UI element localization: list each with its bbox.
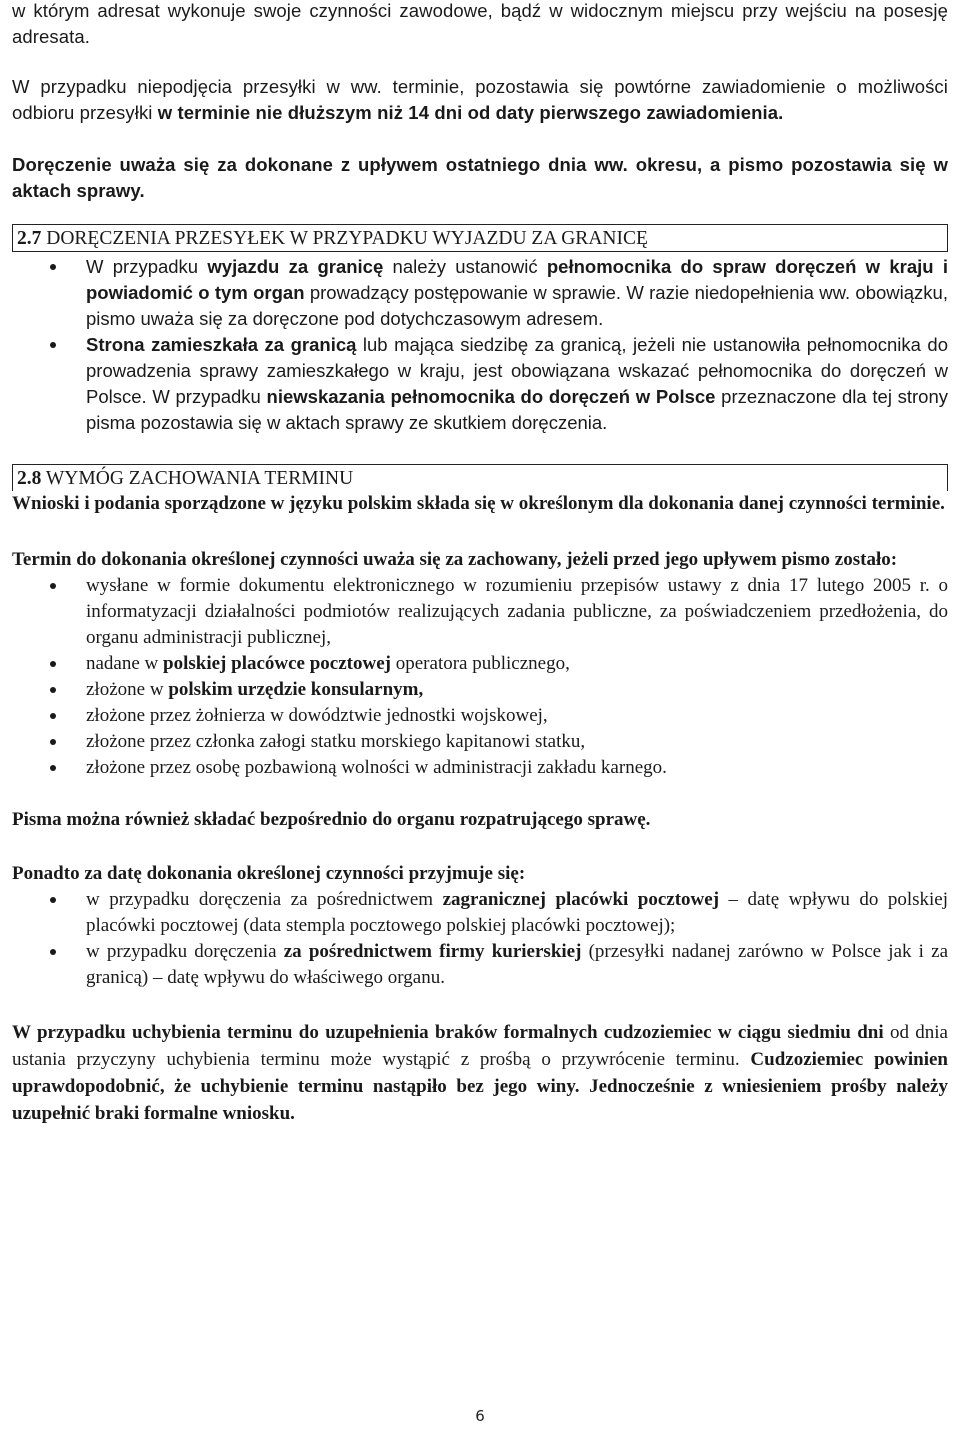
submission-methods-list bbox=[12, 573, 948, 781]
section-number: 2.7 bbox=[17, 228, 42, 249]
list-item: Strona zamieszkała za granicą lub mająca siedzibę za granicą, jeżeli nie ustanowiła pełnomocnika do prowadzenia sprawy zamieszkałego w kraju, jest obowiązana wskazać pełnomocnika do doręczeń w Polsce. W przypadku niewskazania pełnomocnika do doręczeń w Polsce przeznaczone dla tej strony pisma pozostawia się w aktach sprawy ze skutkiem doręczenia. bbox=[12, 332, 948, 436]
intro-paragraph-2: W przypadku niepodjęcia przesyłki w ww. terminie, pozostawia się powtórne zawiadomienie o możliwości odbioru przesyłki w terminie nie dłuższym niż 14 dni od daty pierwszego zawiadomienia. bbox=[12, 76, 948, 123]
list-item: w przypadku doręczenia za pośrednictwem firmy kurierskiej (przesyłki nadanej zarówno w Polsce jak i za granicą) – datę wpływu do właściwego organu. bbox=[12, 939, 948, 991]
list-item: złożone przez członka załogi statku morskiego kapitanowi statku, bbox=[12, 729, 948, 755]
list-item: złożone w polskim urzędzie konsularnym, bbox=[12, 677, 948, 703]
section-2-8-paragraph-4: Ponadto za datę dokonania określonej czynności przyjmuje się: bbox=[12, 863, 526, 884]
section-number: 2.8 bbox=[17, 468, 42, 489]
list-item: w przypadku doręczenia za pośrednictwem zagranicznej placówki pocztowej – datę wpływu do polskiej placówki pocztowej (data stempla pocztowego polskiej placówki pocztowej); bbox=[12, 887, 948, 939]
list-item: złożone przez osobę pozbawioną wolności w administracji zakładu karnego. bbox=[12, 755, 948, 781]
page-number: 6 bbox=[475, 1407, 485, 1425]
intro-paragraph-3: Doręczenie uważa się za dokonane z upływem ostatniego dnia ww. okresu, a pismo pozostawia się w aktach sprawy. bbox=[12, 154, 948, 201]
intro-paragraph-1: w którym adresat wykonuje swoje czynności zawodowe, bądź w widocznym miejscu przy wejściu na posesję adresata. bbox=[12, 0, 948, 47]
section-2-8-paragraph-1: Wnioski i podania sporządzone w języku polskim składa się w określonym dla dokonania danej czynności terminie. bbox=[12, 493, 945, 514]
section-2-7-list bbox=[12, 254, 948, 436]
section-2-8-paragraph-2: Termin do dokonania określonej czynności uważa się za zachowany, jeżeli przed jego upływem pismo zostało: bbox=[12, 549, 898, 570]
section-2-8-heading bbox=[12, 464, 948, 491]
section-2-8-paragraph-3: Pisma można również składać bezpośrednio do organu rozpatrującego sprawę. bbox=[12, 809, 651, 830]
section-title: WYMÓG ZACHOWANIA TERMINU bbox=[45, 468, 354, 489]
additional-dates-list bbox=[12, 887, 948, 991]
list-item: W przypadku wyjazdu za granicę należy ustanowić pełnomocnika do spraw doręczeń w kraju i powiadomić o tym organ prowadzący postępowanie w sprawie. W razie niedopełnienia ww. obowiązku, pismo uważa się za doręczone pod dotychczasowym adresem. bbox=[12, 254, 948, 332]
section-2-8-paragraph-5: W przypadku uchybienia terminu do uzupełnienia braków formalnych cudzoziemiec w ciągu siedmiu dni od dnia ustania przyczyny uchybienia terminu może wystąpić z prośbą o przywrócenie terminu. Cudzoziemiec powinien uprawdopodobnić, że uchybienie terminu nastąpiło bez jego winy. Jednocześnie z wniesieniem prośby należy uzupełnić braki formalne wniosku. bbox=[12, 1022, 948, 1124]
section-2-7-heading bbox=[12, 224, 948, 252]
list-item: wysłane w formie dokumentu elektronicznego w rozumieniu przepisów ustawy z dnia 17 lutego 2005 r. o informatyzacji działalności podmiotów realizujących zadania publiczne, za poświadczeniem przedłożenia, do organu administracji publicznej, bbox=[12, 573, 948, 651]
list-item: nadane w polskiej placówce pocztowej operatora publicznego, bbox=[12, 651, 948, 677]
document-page bbox=[12, 0, 948, 1127]
section-title: DORĘCZENIA PRZESYŁEK W PRZYPADKU WYJAZDU ZA GRANICĘ bbox=[46, 228, 648, 249]
list-item: złożone przez żołnierza w dowództwie jednostki wojskowej, bbox=[12, 703, 948, 729]
